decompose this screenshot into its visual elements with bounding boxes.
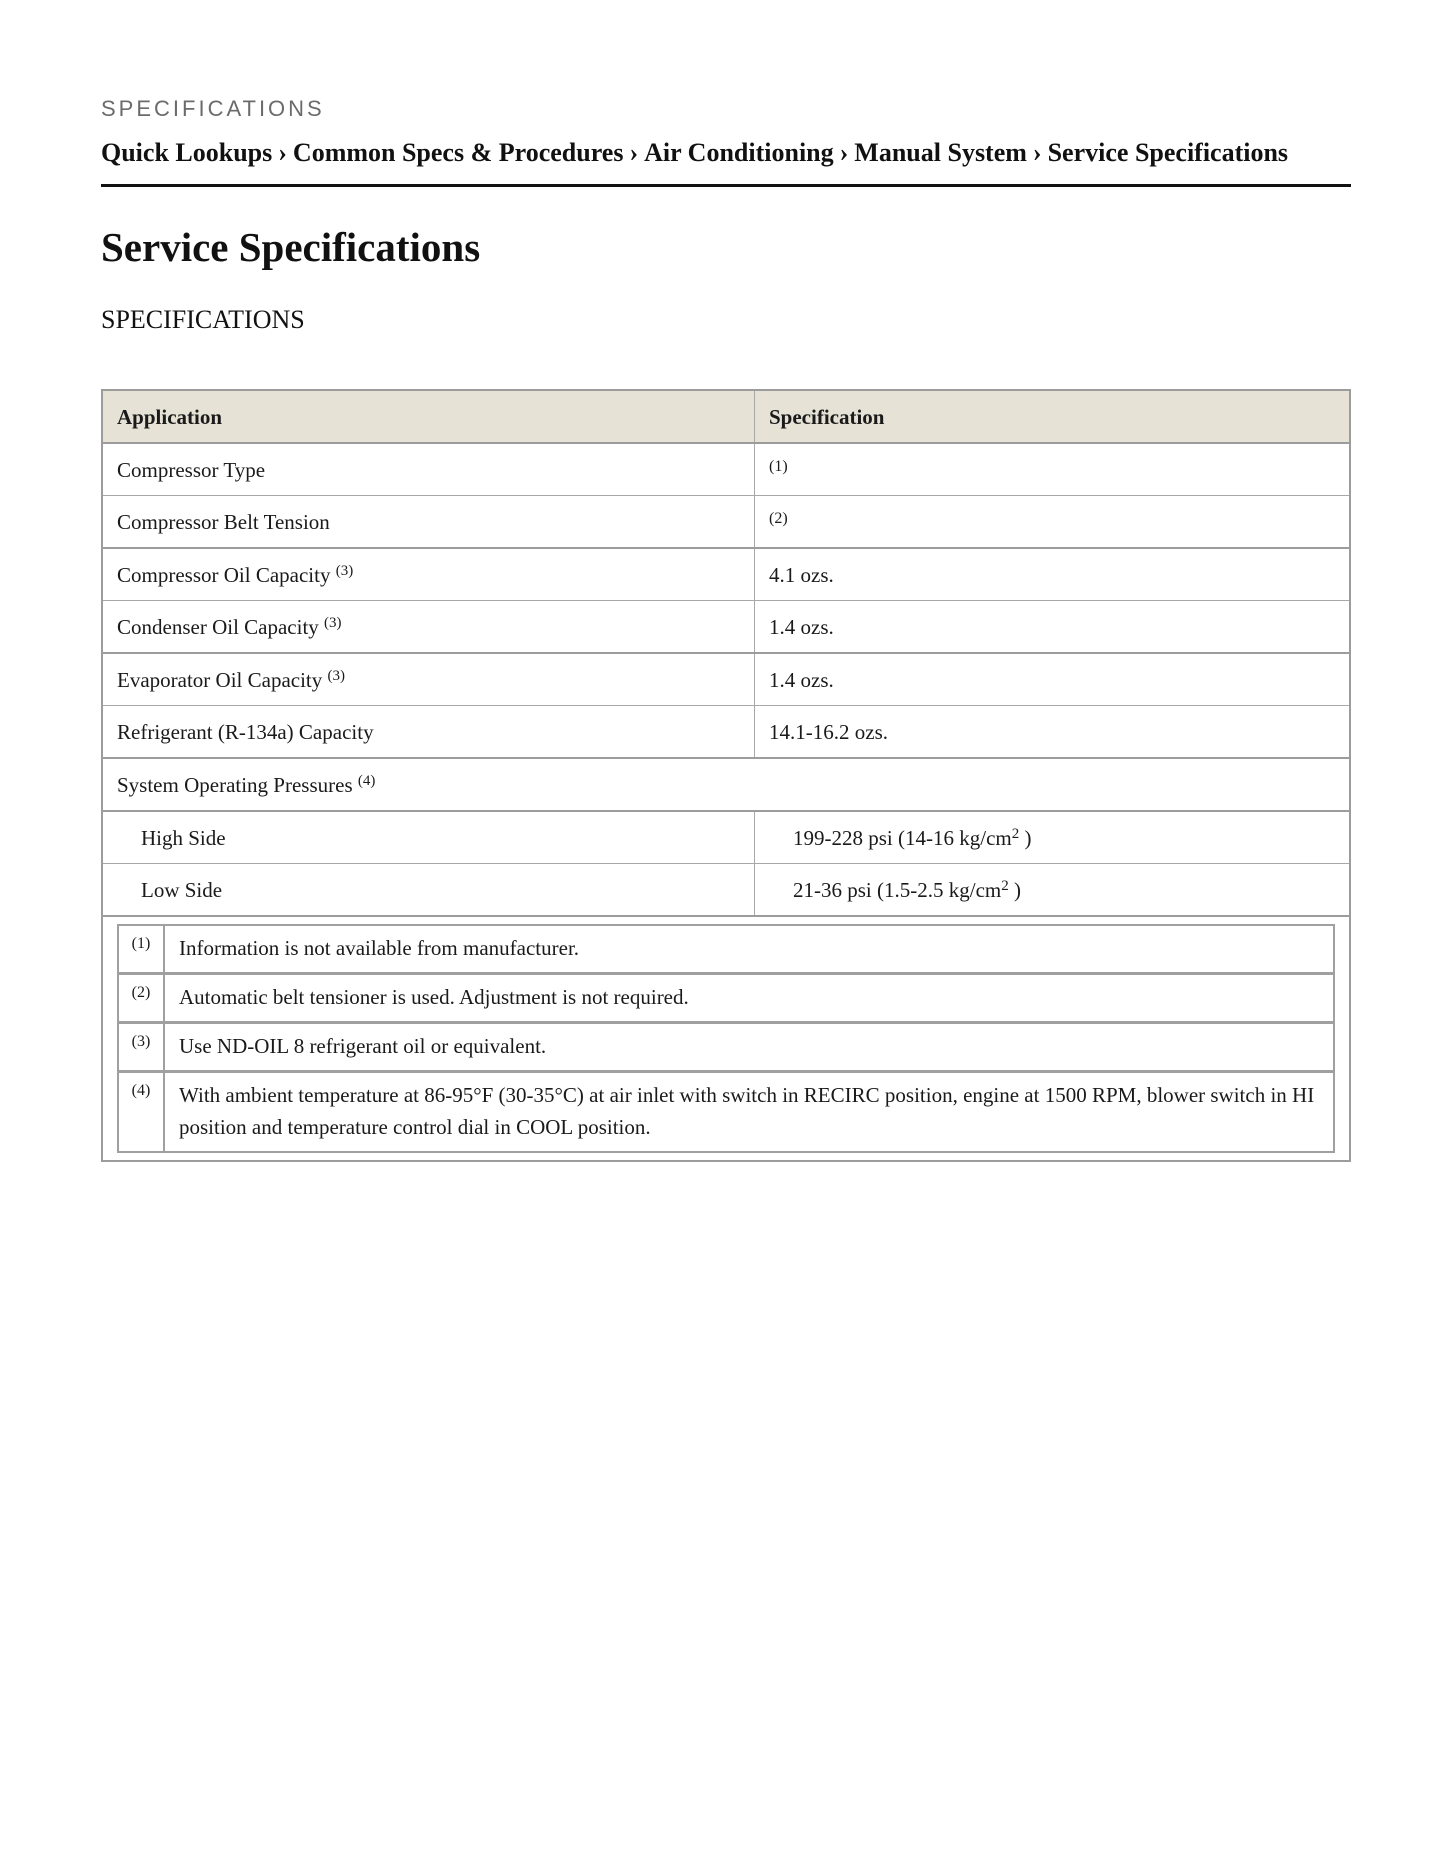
footnote-ref: (4) — [357, 773, 376, 789]
footnote-text: Information is not available from manufacturer. — [164, 925, 1334, 974]
exponent: 2 — [1001, 878, 1009, 894]
application-label: Compressor Type — [117, 458, 266, 482]
footnote-ref: (2) — [769, 510, 788, 527]
value-tail: ) — [1008, 878, 1021, 902]
value-tail: ) — [1019, 826, 1032, 850]
specification-cell — [755, 811, 1351, 864]
application-cell: Low Side — [102, 864, 755, 917]
application-cell — [102, 496, 755, 549]
table-row — [102, 601, 1350, 654]
application-label: Compressor Oil Capacity — [117, 563, 331, 587]
application-cell — [102, 653, 755, 706]
document-page — [101, 0, 1351, 1139]
exponent: 2 — [1011, 826, 1020, 842]
breadcrumb — [101, 136, 1351, 187]
breadcrumb-item-quick-lookups[interactable]: Quick Lookups — [101, 138, 273, 167]
footnote-number: (3) — [118, 1023, 164, 1072]
footnote-ref: (3) — [335, 563, 354, 579]
specification-cell: 4.1 ozs. — [755, 548, 1351, 601]
specification-cell: 1.4 ozs. — [755, 653, 1351, 706]
table-header-row — [102, 390, 1350, 443]
table-row — [102, 443, 1350, 496]
column-header-application: Application — [102, 390, 755, 443]
page-title: Service Specifications — [101, 224, 481, 270]
footnote-number: (1) — [118, 925, 164, 974]
table-row — [102, 706, 1350, 759]
specification-cell — [755, 443, 1351, 496]
application-label: Refrigerant (R-134a) Capacity — [117, 720, 374, 744]
application-cell: High Side — [102, 811, 755, 864]
footnotes-row — [102, 916, 1350, 1161]
application-cell — [102, 548, 755, 601]
footnote-ref: (3) — [324, 615, 342, 631]
application-cell — [102, 706, 755, 759]
breadcrumb-item-air-conditioning[interactable]: Air Conditioning — [644, 138, 834, 167]
pressures-label: System Operating Pressures — [117, 773, 353, 797]
specification-cell: 1.4 ozs. — [755, 601, 1351, 654]
table-row — [102, 864, 1350, 917]
breadcrumb-separator: › — [278, 138, 287, 167]
table-row — [102, 548, 1350, 601]
footnote-text: Use ND-OIL 8 refrigerant oil or equivalent. — [164, 1023, 1334, 1072]
low-side-value: 21-36 psi (1.5-2.5 kg/cm — [793, 878, 1002, 902]
table-row — [102, 496, 1350, 549]
footnotes-cell — [102, 916, 1350, 1161]
section-kicker: SPECIFICATIONS — [101, 96, 325, 121]
breadcrumb-item-service-specifications[interactable]: Service Specifications — [1047, 138, 1289, 167]
footnote-ref: (3) — [327, 668, 346, 684]
breadcrumb-separator: › — [839, 138, 849, 167]
specification-cell — [755, 864, 1351, 917]
footnote-item — [118, 925, 1334, 974]
specification-cell: 14.1-16.2 ozs. — [755, 706, 1351, 759]
application-label: Evaporator Oil Capacity — [117, 668, 323, 692]
table-row-group-heading — [102, 758, 1350, 811]
breadcrumb-item-common-specs[interactable]: Common Specs & Procedures — [292, 138, 624, 167]
footnote-number: (4) — [118, 1072, 164, 1153]
footnote-item — [118, 974, 1334, 1023]
specification-cell — [755, 496, 1351, 549]
footnote-number: (2) — [118, 974, 164, 1023]
footnotes-table — [117, 924, 1335, 1153]
application-label: Compressor Belt Tension — [117, 510, 330, 534]
column-header-specification: Specification — [755, 390, 1351, 443]
application-cell — [102, 443, 755, 496]
footnote-text: With ambient temperature at 86-95°F (30-35°C) at air inlet with switch in RECIRC position, engine at 1500 RPM, blower switch in HI position and temperature control dial in COOL position. — [164, 1072, 1334, 1153]
breadcrumb-separator: › — [1032, 138, 1042, 167]
footnote-item — [118, 1072, 1334, 1153]
table-row — [102, 811, 1350, 864]
application-cell — [102, 601, 755, 654]
high-side-value: 199-228 psi (14-16 kg/cm — [793, 826, 1012, 850]
footnote-item — [118, 1023, 1334, 1072]
section-heading: SPECIFICATIONS — [101, 305, 305, 334]
footnote-text: Automatic belt tensioner is used. Adjustment is not required. — [164, 974, 1334, 1023]
footnote-ref: (1) — [769, 458, 788, 475]
table-row — [102, 653, 1350, 706]
application-label: Condenser Oil Capacity — [117, 615, 319, 639]
breadcrumb-item-manual-system[interactable]: Manual System — [854, 138, 1027, 167]
breadcrumb-separator: › — [629, 138, 639, 167]
pressures-heading-cell — [102, 758, 1350, 811]
specifications-table — [101, 389, 1351, 1162]
